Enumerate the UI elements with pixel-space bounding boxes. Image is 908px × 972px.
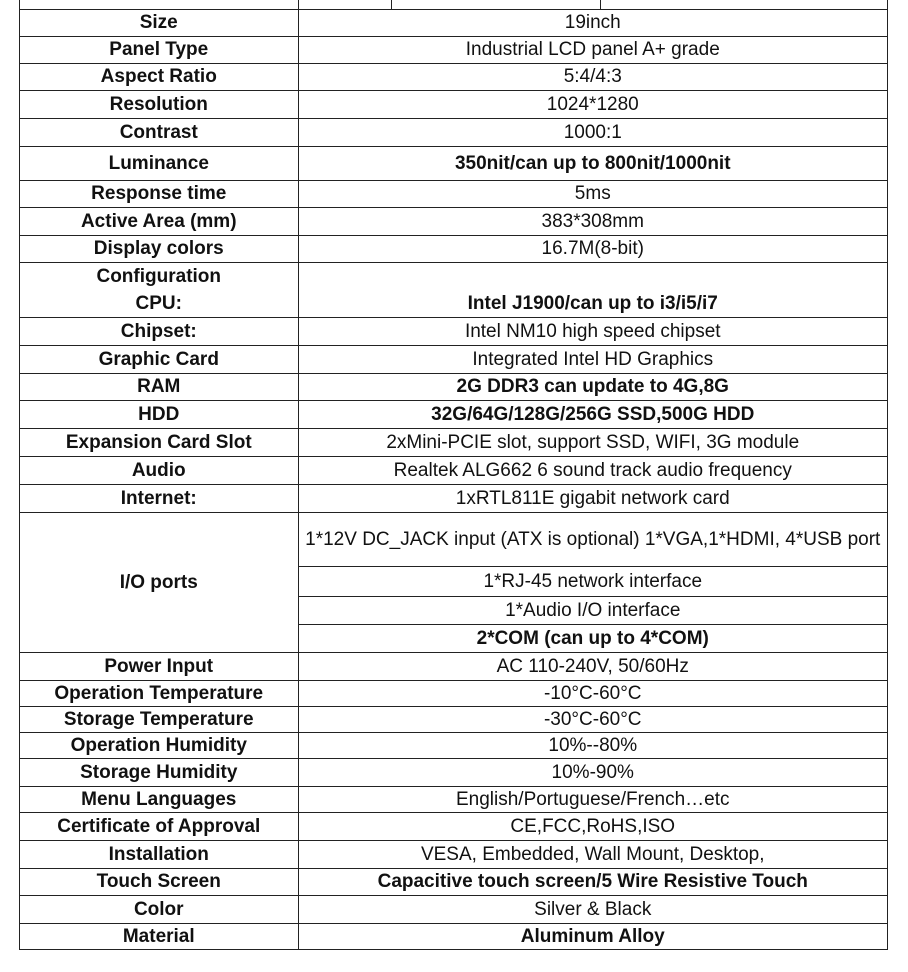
spec-value: CE,FCC,RoHS,ISO (298, 812, 887, 840)
io-port-value: 2*COM (can up to 4*COM) (298, 624, 887, 652)
spec-value (298, 262, 887, 290)
spec-label: Panel Type (20, 36, 298, 63)
spec-row-response-time (20, 180, 887, 207)
spec-row-chipset (20, 317, 887, 345)
spec-label: Aspect Ratio (20, 63, 298, 90)
spec-row-material (20, 923, 887, 949)
spec-label: Graphic Card (20, 345, 298, 373)
spec-label: Active Area (mm) (20, 207, 298, 235)
spec-row-size (20, 10, 887, 36)
spec-row-display-colors (20, 235, 887, 262)
spec-row-luminance (20, 146, 887, 180)
spec-value: Aluminum Alloy (298, 923, 887, 949)
spec-label: Response time (20, 180, 298, 207)
spec-row-contrast (20, 118, 887, 146)
spec-value: Capacitive touch screen/5 Wire Resistive Touch (298, 868, 887, 895)
spec-row-hdd (20, 400, 887, 428)
spec-label: Color (20, 895, 298, 923)
spec-label: Internet: (20, 484, 298, 512)
spec-row-operation-temperature (20, 680, 887, 706)
spec-value: 1xRTL811E gigabit network card (298, 484, 887, 512)
spec-table (20, 10, 887, 950)
spec-label: Storage Humidity (20, 758, 298, 786)
spec-value: -30°C-60°C (298, 706, 887, 732)
spec-sheet (19, 0, 888, 950)
spec-label: Contrast (20, 118, 298, 146)
spec-row-resolution (20, 90, 887, 118)
spec-label: Size (20, 10, 298, 36)
spec-value: -10°C-60°C (298, 680, 887, 706)
spec-row-color (20, 895, 887, 923)
spec-row-storage-temperature (20, 706, 887, 732)
spec-value: 383*308mm (298, 207, 887, 235)
spec-label: Material (20, 923, 298, 949)
spec-label: Expansion Card Slot (20, 428, 298, 456)
io-ports-label: I/O ports (20, 512, 298, 652)
spec-value: 1000:1 (298, 118, 887, 146)
spec-value: 5ms (298, 180, 887, 207)
cropped-header-row (20, 0, 887, 10)
spec-row-audio (20, 456, 887, 484)
spec-label: Resolution (20, 90, 298, 118)
spec-row-touch-screen (20, 868, 887, 895)
spec-value: English/Portuguese/French…etc (298, 786, 887, 812)
spec-value: 350nit/can up to 800nit/1000nit (298, 146, 887, 180)
spec-row-active-area-mm (20, 207, 887, 235)
spec-row-expansion-card-slot (20, 428, 887, 456)
spec-label: Certificate of Approval (20, 812, 298, 840)
spec-label: Configuration (20, 262, 298, 290)
spec-label: Chipset: (20, 317, 298, 345)
spec-row-menu-languages (20, 786, 887, 812)
spec-label: Menu Languages (20, 786, 298, 812)
spec-value: AC 110-240V, 50/60Hz (298, 652, 887, 680)
spec-label: Power Input (20, 652, 298, 680)
spec-value: 2G DDR3 can update to 4G,8G (298, 373, 887, 400)
spec-value: 10%--80% (298, 732, 887, 758)
spec-label: Operation Temperature (20, 680, 298, 706)
spec-value: Intel NM10 high speed chipset (298, 317, 887, 345)
spec-value: Integrated Intel HD Graphics (298, 345, 887, 373)
spec-label: Touch Screen (20, 868, 298, 895)
io-port-value: 1*RJ-45 network interface (298, 566, 887, 596)
spec-value: Silver & Black (298, 895, 887, 923)
spec-row-aspect-ratio (20, 63, 887, 90)
spec-label: Operation Humidity (20, 732, 298, 758)
io-port-value: 1*Audio I/O interface (298, 596, 887, 624)
spec-row-storage-humidity (20, 758, 887, 786)
spec-value: 5:4/4:3 (298, 63, 887, 90)
spec-label: CPU: (20, 290, 298, 317)
spec-label: HDD (20, 400, 298, 428)
spec-value: 16.7M(8-bit) (298, 235, 887, 262)
spec-label: Luminance (20, 146, 298, 180)
spec-value: 19inch (298, 10, 887, 36)
spec-value: 1024*1280 (298, 90, 887, 118)
spec-value: VESA, Embedded, Wall Mount, Desktop, (298, 840, 887, 868)
spec-value: 2xMini-PCIE slot, support SSD, WIFI, 3G module (298, 428, 887, 456)
spec-value: 10%-90% (298, 758, 887, 786)
spec-value: Industrial LCD panel A+ grade (298, 36, 887, 63)
spec-row-cpu (20, 290, 887, 317)
spec-row-installation (20, 840, 887, 868)
spec-label: Storage Temperature (20, 706, 298, 732)
spec-value: 32G/64G/128G/256G SSD,500G HDD (298, 400, 887, 428)
io-port-value: 1*12V DC_JACK input (ATX is optional) 1*VGA,1*HDMI, 4*USB port (298, 512, 887, 566)
spec-value: Intel J1900/can up to i3/i5/i7 (298, 290, 887, 317)
spec-label: Installation (20, 840, 298, 868)
io-row (20, 512, 887, 566)
spec-row-internet (20, 484, 887, 512)
spec-label: Audio (20, 456, 298, 484)
spec-row-panel-type (20, 36, 887, 63)
spec-row-ram (20, 373, 887, 400)
spec-row-certificate-of-approval (20, 812, 887, 840)
spec-row-power-input (20, 652, 887, 680)
spec-row-graphic-card (20, 345, 887, 373)
spec-label: Display colors (20, 235, 298, 262)
spec-row-operation-humidity (20, 732, 887, 758)
spec-value: Realtek ALG662 6 sound track audio frequency (298, 456, 887, 484)
spec-label: RAM (20, 373, 298, 400)
spec-row-configuration (20, 262, 887, 290)
